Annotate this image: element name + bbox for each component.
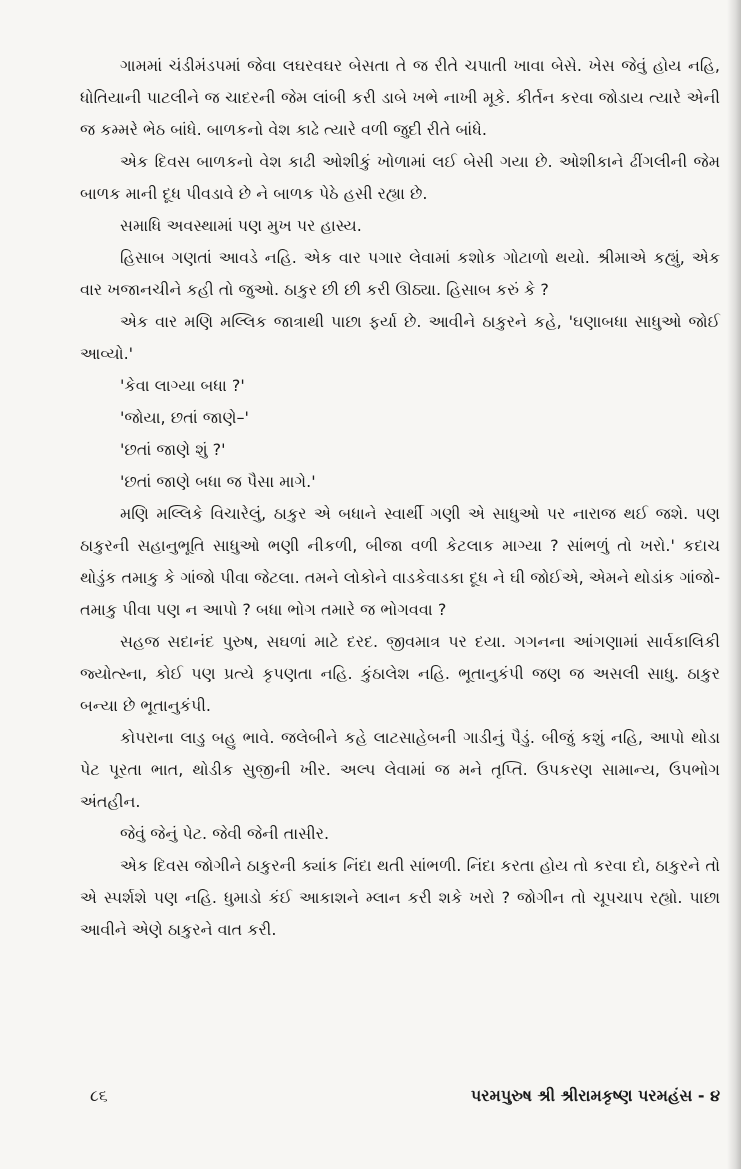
paragraph: કોપરાના લાડુ બહુ ભાવે. જલેબીને કહે લાટસાહેબની ગાડીનું પૈડું. બીજું કશું નહિ, આપો થોડા પેટ પૂરતા ભાત, થોડીક સુજીની ખીર. અલ્પ લેવામાં જ મને તૃપ્તિ. ઉપકરણ સામાન્ય, ઉપભોગ અંતહીન. xyxy=(80,728,720,811)
dialogue-line: 'છતાં જાણે શું ?' xyxy=(120,440,226,459)
page-edge-shadow xyxy=(727,0,741,1169)
paragraph: સહજ સદાનંદ પુરુષ, સઘળાં માટે દરદ. જીવમાત્ર પર દયા. ગગનના આંગણામાં સાર્વકાલિકી જ્યોત્સ્ના, કોઈ પણ પ્રત્યે કૃપણતા નહિ. કુંઠાલેશ નહિ. ભૂતાનુકંપી જણ જ અસલી સાધુ. ઠાકુર બન્યા છે ભૂતાનુકંપી. xyxy=(80,632,720,715)
paragraph: એક દિવસ બાળકનો વેશ કાઢી ઓશીકું ખોળામાં લઈ બેસી ગયા છે. ઓશીકાને ઢીંગલીની જેમ બાળક માની દૂધ પીવડાવે છે ને બાળક પેઠે હસી રહ્યા છે. xyxy=(80,152,720,203)
dialogue-line: 'કેવા લાગ્યા બધા ?' xyxy=(120,376,245,395)
paragraph: હિસાબ ગણતાં આવડે નહિ. એક વાર પગાર લેવામાં કશોક ગોટાળો થયો. શ્રીમાએ કહ્યું, એક વાર ખજાનચીને કહી તો જુઓ. ઠાકુર છી છી કરી ઊઠ્યા. હિસાબ કરું કે ? xyxy=(80,248,720,299)
running-title: પરમપુરુષ શ્રી શ્રીરામકૃષ્ણ પરમહંસ - ૪ xyxy=(470,1086,720,1105)
page-body xyxy=(80,50,720,946)
paragraph: સમાધિ અવસ્થામાં પણ મુખ પર હાસ્ય. xyxy=(120,216,362,235)
paragraph: જેવું જેનું પેટ. જેવી જેની તાસીર. xyxy=(120,824,330,843)
paragraph: એક વાર મણિ મલ્લિક જાત્રાથી પાછા ફર્યા છે. આવીને ઠાકુરને કહે, 'ઘણાબધા સાધુઓ જોઈ આવ્યો.' xyxy=(80,312,720,363)
dialogue-line: 'જોયા, છતાં જાણે–' xyxy=(120,408,249,427)
page-footer xyxy=(80,1086,720,1116)
paragraph: એક દિવસ જોગીને ઠાકુરની ક્યાંક નિંદા થતી સાંભળી. નિંદા કરતા હોય તો કરવા દો, ઠાકુરને તો એ સ્પર્શશે પણ નહિ. ધુમાડો કંઈ આકાશને મ્લાન કરી શકે ખરો ? જોગીન તો ચૂપચાપ રહ્યો. પાછા આવીને એણે ઠાકુરને વાત કરી. xyxy=(80,856,720,939)
paragraph: મણિ મલ્લિકે વિચારેલું, ઠાકુર એ બધાને સ્વાર્થી ગણી એ સાધુઓ પર નારાજ થઈ જશે. પણ ઠાકુરની સહાનુભૂતિ સાધુઓ ભણી નીકળી, બીજા વળી કેટલાક માગ્યા ? સાંભળું તો ખરો.' કદાચ થોડુંક તમાકુ કે ગાંજો પીવા જેટલા. તમને લોકોને વાડકેવાડકા દૂધ ને ઘી જોઈએ, એમને થોડાંક ગાંજો-તમાકુ પીવા પણ ન આપો ? બધા ભોગ તમારે જ ભોગવવા ? xyxy=(80,504,720,619)
paragraph: ગામમાં ચંડીમંડપમાં જેવા લઘરવઘર બેસતા તે જ રીતે ચપાતી ખાવા બેસે. ખેસ જેવું હોય નહિ, ધોતિયાની પાટલીને જ ચાદરની જેમ લાંબી કરી ડાબે ખભે નાખી મૂકે. કીર્તન કરવા જોડાય ત્યારે એની જ કમ્મરે ભેઠ બાંધે. બાળકનો વેશ કાઢે ત્યારે વળી જુદી રીતે બાંધે. xyxy=(80,56,720,139)
page-number: ૮૬ xyxy=(90,1086,108,1105)
dialogue-line: 'છતાં જાણે બધા જ પૈસા માગે.' xyxy=(120,472,316,491)
